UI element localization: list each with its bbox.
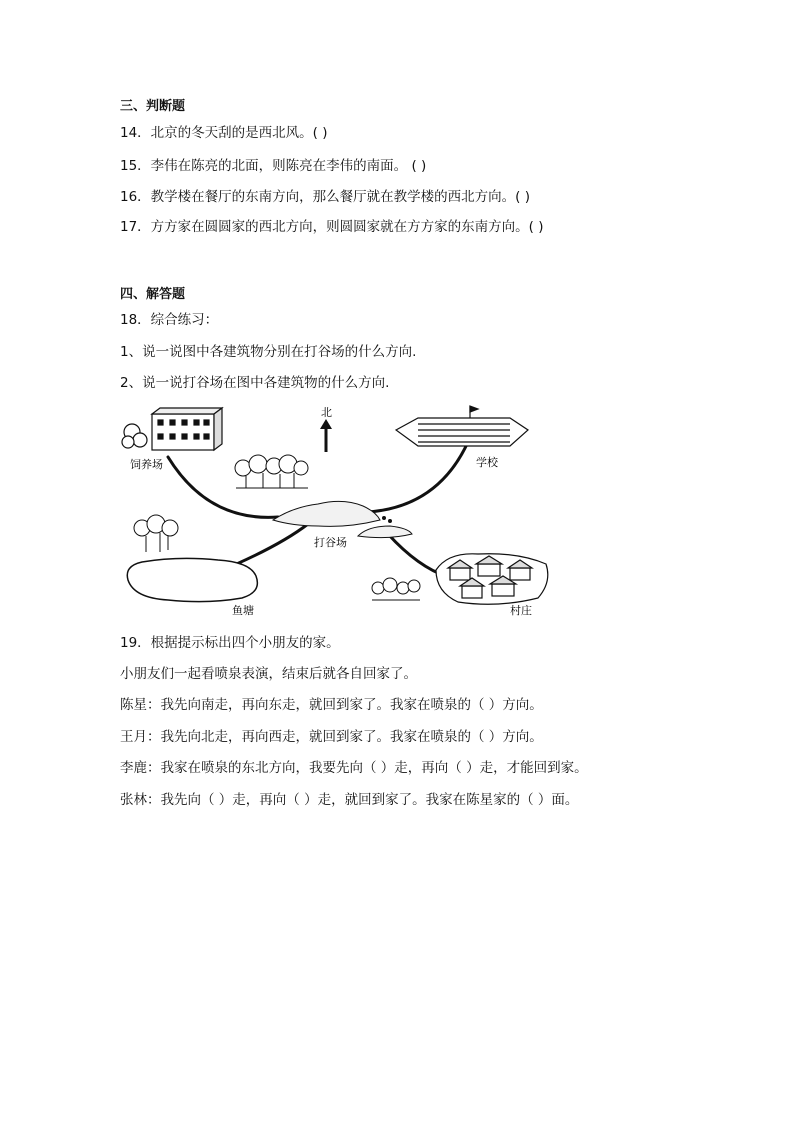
threshing-label: 打谷场 [314, 536, 347, 549]
farm-label: 饲养场 [130, 458, 163, 471]
farm-building-icon [122, 408, 222, 450]
north-label: 北 [321, 406, 332, 419]
question-18-title: 18．综合练习： [120, 312, 219, 328]
question-18-sub1: 1、说一说图中各建筑物分别在打谷场的什么方向. [120, 344, 417, 360]
section3-heading: 三、判断题 [120, 99, 186, 114]
question-17: 17．方方家在圆圆家的西北方向，则圆圆家就在方方家的东南方向。( ) [120, 219, 544, 235]
question-19-title: 19．根据提示标出四个小朋友的家。 [120, 635, 340, 651]
north-arrow-icon [320, 419, 332, 452]
question-15: 15．李伟在陈亮的北面，则陈亮在李伟的南面。 ( ) [120, 158, 427, 174]
pond-icon [127, 558, 257, 601]
question-14: 14．北京的冬天刮的是西北风。( ) [120, 125, 328, 141]
tree-cluster-icon [235, 455, 308, 488]
question-18-sub2: 2、说一说打谷场在图中各建筑物的什么方向. [120, 375, 390, 391]
question-19-zhanglin: 张林：我先向（ ）走，再向（ ）走，就回到家了。我家在陈星家的（ ）面。 [120, 792, 579, 808]
school-label: 学校 [476, 456, 498, 469]
question-19-chenxing: 陈星：我先向南走，再向东走，就回到家了。我家在喷泉的（ ）方向。 [120, 697, 543, 713]
road-school [368, 442, 468, 512]
question-19-intro: 小朋友们一起看喷泉表演，结束后就各自回家了。 [120, 666, 417, 682]
section4-heading: 四、解答题 [120, 287, 186, 302]
school-building-icon [396, 406, 528, 446]
question-16: 16．教学楼在餐厅的东南方向，那么餐厅就在教学楼的西北方向。( ) [120, 189, 531, 205]
village-houses-icon [436, 554, 548, 605]
question-19-lilu: 李鹿：我家在喷泉的东北方向，我要先向（ ）走，再向（ ）走，才能回到家。 [120, 760, 588, 776]
village-map-figure [118, 402, 558, 620]
small-trees-icon [134, 515, 178, 552]
village-shrubs-icon [372, 578, 420, 600]
pond-label: 鱼塘 [232, 604, 254, 617]
question-19-wangyue: 王月：我先向北走，再向西走，就回到家了。我家在喷泉的（ ）方向。 [120, 729, 543, 745]
village-label: 村庄 [510, 604, 532, 617]
